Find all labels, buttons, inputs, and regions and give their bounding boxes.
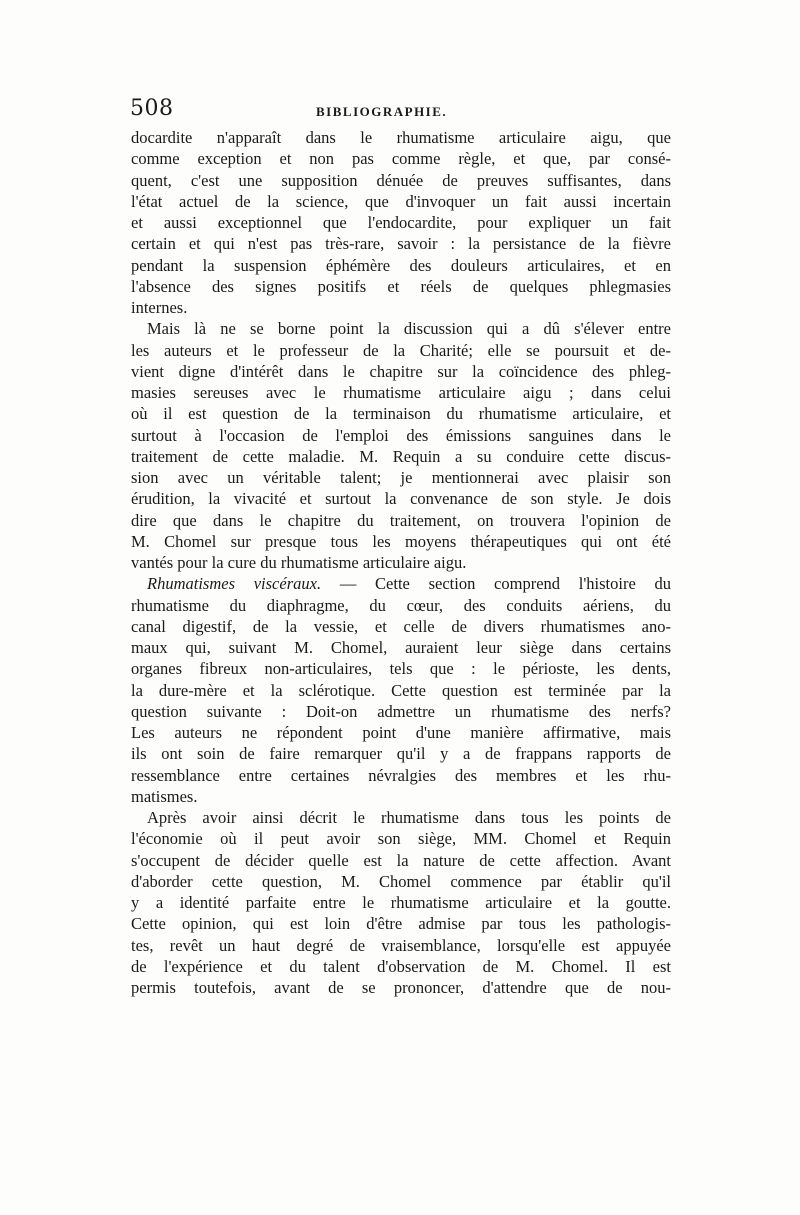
text-line: où il est question de la terminaison du rhumatisme articulaire, et <box>131 404 671 424</box>
text-line: la dure-mère et la sclérotique. Cette question est terminée par la <box>131 680 671 700</box>
text-line: y a identité parfaite entre le rhumatisme articulaire et la goutte. <box>131 893 671 912</box>
text-line: docardite n'apparaît dans le rhumatisme articulaire aigu, que <box>131 128 671 147</box>
text-line: l'état actuel de la science, que d'invoquer un fait aussi incertain <box>131 191 671 211</box>
text-line: canal digestif, de la vessie, et celle de divers rhumatismes ano- <box>131 616 671 636</box>
text-line: matismes. <box>131 786 198 806</box>
text-line: quent, c'est une supposition dénuée de preuves suffisantes, dans <box>131 170 671 190</box>
text-line: de l'expérience et du talent d'observation de M. Chomel. Il est <box>131 956 671 976</box>
text-line: l'économie où il peut avoir son siège, MM. Chomel et Requin <box>131 829 671 849</box>
text-line <box>131 573 671 594</box>
text-line: érudition, la vivacité et surtout la convenance de son style. Je dois <box>131 489 671 509</box>
text-line: sion avec un véritable talent; je mentionnerai avec plaisir son <box>131 468 671 487</box>
text-line: surtout à l'occasion de l'emploi des émissions sanguines dans le <box>131 425 671 445</box>
paragraph-2 <box>131 318 671 573</box>
text-line: M. Chomel sur presque tous les moyens thérapeutiques qui ont été <box>131 531 671 551</box>
text-line: certain et qui n'est pas très-rare, savoir : la persistance de la fièvre <box>131 234 671 254</box>
text-line: masies sereuses avec le rhumatisme articulaire aigu ; dans celui <box>131 383 671 402</box>
text-line: ressemblance entre certaines névralgies des membres et les rhu- <box>131 765 671 785</box>
text-line: vient digne d'intérêt dans le chapitre sur la coïncidence des phleg- <box>131 361 671 381</box>
section-title: Rhumatismes viscéraux. <box>147 574 322 594</box>
text-line: s'occupent de décider quelle est la nature de cette affection. Avant <box>131 850 671 870</box>
text-line: ils ont soin de faire remarquer qu'il y a de frappans rapports de <box>131 744 671 764</box>
text-line: organes fibreux non-articulaires, tels que : le périoste, les dents, <box>131 659 671 679</box>
paragraph-3 <box>131 573 671 807</box>
text-line: question suivante : Doit-on admettre un rhumatisme des nerfs? <box>131 701 671 721</box>
text-line: traitement de cette maladie. M. Requin a su conduire cette discus- <box>131 446 671 466</box>
text-line: rhumatisme du diaphragme, du cœur, des conduits aériens, du <box>131 595 671 615</box>
text-line: et aussi exceptionnel que l'endocardite, pour expliquer un fait <box>131 213 671 232</box>
text-fragment: — Cette section comprend l'histoire du <box>339 574 671 594</box>
text-line: d'aborder cette question, M. Chomel commence par établir qu'il <box>131 871 671 891</box>
text-line: Les auteurs ne répondent point d'une manière affirmative, mais <box>131 723 671 742</box>
running-head: BIBLIOGRAPHIE. <box>316 104 448 119</box>
text-line: permis toutefois, avant de se prononcer, d'attendre que de nou- <box>131 978 671 997</box>
text-line: Après avoir ainsi décrit le rhumatisme dans tous les points de <box>147 808 671 827</box>
paragraph-4 <box>131 807 671 998</box>
text-line: pendant la suspension éphémère des douleurs articulaires, et en <box>131 255 671 275</box>
text-line: comme exception et non pas comme règle, et que, par consé- <box>131 149 671 169</box>
body-text <box>131 127 671 998</box>
text-line: vantés pour la cure du rhumatisme articulaire aigu. <box>131 553 467 572</box>
text-line: les auteurs et le professeur de la Charité; elle se poursuit et de- <box>131 340 671 360</box>
paragraph-1 <box>131 127 671 318</box>
text-line: internes. <box>131 298 188 317</box>
text-line: l'absence des signes positifs et réels de quelques phlegmasies <box>131 276 671 296</box>
text-line: tes, revêt un haut degré de vraisemblance, lorsqu'elle est appuyée <box>131 935 671 955</box>
page-number: 508 <box>130 96 174 121</box>
page-header <box>130 96 675 128</box>
text-line: Cette opinion, qui est loin d'être admise par tous les pathologis- <box>131 914 671 934</box>
text-line: Mais là ne se borne point la discussion qui a dû s'élever entre <box>147 319 671 339</box>
text-line: maux qui, suivant M. Chomel, auraient leur siège dans certains <box>131 638 671 657</box>
text-line: dire que dans le chapitre du traitement, on trouvera l'opinion de <box>131 510 671 530</box>
